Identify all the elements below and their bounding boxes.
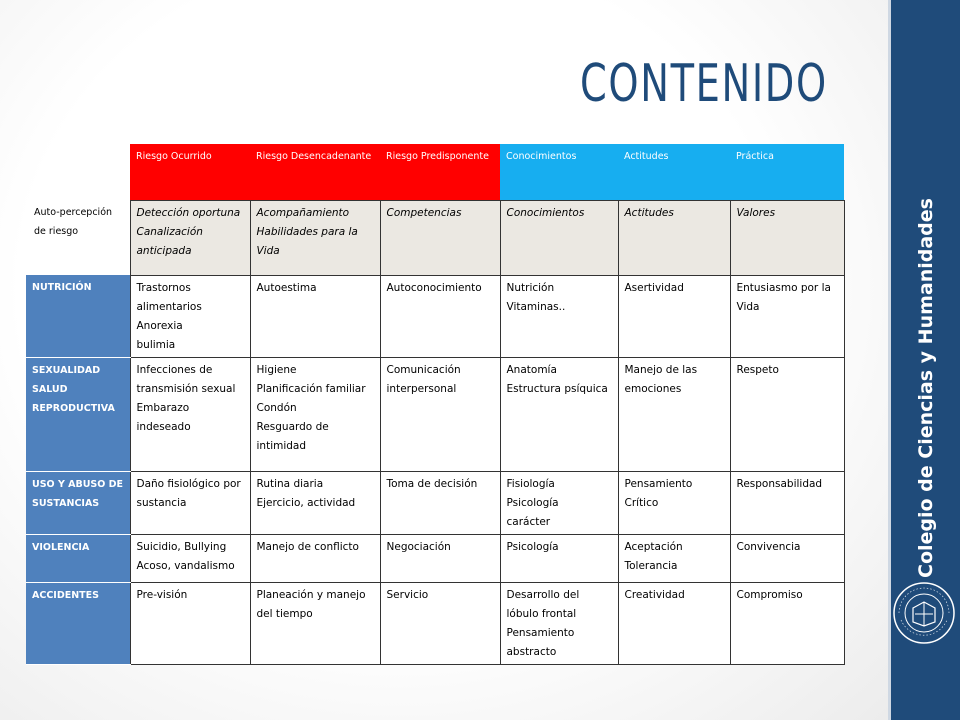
table-cell — [380, 357, 500, 471]
cell-line: Tolerancia — [624, 559, 678, 572]
cell-line: Negociación — [386, 540, 451, 553]
cell-line: Habilidades para la Vida — [256, 225, 358, 257]
subheader-cell — [730, 200, 844, 275]
cell-line: Acompañamiento — [256, 206, 350, 219]
row-label: VIOLENCIA — [26, 534, 130, 582]
cell-line: Acoso, vandalismo — [136, 559, 235, 572]
header-riesgo-ocurrido: Riesgo Ocurrido — [130, 144, 250, 200]
cell-line: Trastornos alimentarios — [136, 281, 202, 313]
table-row — [26, 471, 844, 534]
table-cell — [730, 534, 844, 582]
cell-line: Rutina diaria — [256, 477, 324, 490]
table-cell — [250, 275, 380, 357]
row-label: USO Y ABUSO DE SUSTANCIAS — [26, 471, 130, 534]
table-cell — [130, 582, 250, 664]
table-row — [26, 357, 844, 471]
subheader-cell — [380, 200, 500, 275]
cell-line: Planificación familiar — [256, 382, 366, 395]
cell-line: carácter — [506, 515, 551, 528]
cell-line: Higiene — [256, 363, 297, 376]
table-cell — [250, 582, 380, 664]
table-cell — [250, 357, 380, 471]
cell-line: Competencias — [386, 206, 462, 219]
cell-line: bulimia — [136, 338, 176, 351]
row-label: NUTRICIÓN — [26, 275, 130, 357]
table-cell — [500, 275, 618, 357]
header-corner — [26, 144, 130, 200]
table-subheader-row — [26, 200, 844, 275]
table-row — [26, 275, 844, 357]
cell-line: Comunicación interpersonal — [386, 363, 461, 395]
table-cell — [730, 275, 844, 357]
table-cell — [618, 582, 730, 664]
table-row — [26, 582, 844, 664]
header-riesgo-predisponente: Riesgo Predisponente — [380, 144, 500, 200]
row-label: SEXUALIDAD SALUD REPRODUCTIVA — [26, 357, 130, 471]
cell-line: Psicología — [506, 496, 559, 509]
cell-line: Suicidio, Bullying — [136, 540, 227, 553]
cell-line: Vitaminas.. — [506, 300, 566, 313]
table-cell — [618, 357, 730, 471]
cell-line: Nutrición — [506, 281, 555, 294]
cell-line: Creatividad — [624, 588, 685, 601]
cell-line: Psicología — [506, 540, 559, 553]
cell-line: Anatomía — [506, 363, 557, 376]
cell-line: Manejo de las emociones — [624, 363, 698, 395]
cell-line: Anorexia — [136, 319, 183, 332]
table-cell — [130, 534, 250, 582]
table-cell — [130, 357, 250, 471]
cell-line: Aceptación — [624, 540, 683, 553]
side-title: Colegio de Ciencias y Humanidades — [915, 198, 937, 578]
subheader-cell — [618, 200, 730, 275]
table-cell — [250, 534, 380, 582]
subheader-cell — [130, 200, 250, 275]
cell-line: Convivencia — [736, 540, 801, 553]
row-label: ACCIDENTES — [26, 582, 130, 664]
table-row — [26, 534, 844, 582]
table-cell — [730, 357, 844, 471]
cell-line: Desarrollo del lóbulo frontal — [506, 588, 580, 620]
cell-line: Ejercicio, actividad — [256, 496, 356, 509]
subheader-label: Auto-percepción de riesgo — [26, 200, 130, 275]
table-cell — [500, 534, 618, 582]
table-cell — [500, 357, 618, 471]
table-cell — [380, 471, 500, 534]
table-cell — [380, 275, 500, 357]
college-seal-icon — [889, 578, 959, 648]
cell-line: Entusiasmo por la Vida — [736, 281, 831, 313]
header-riesgo-desencadenante: Riesgo Desencadenante — [250, 144, 380, 200]
cell-line: Infecciones de transmisión sexual — [136, 363, 236, 395]
cell-line: Respeto — [736, 363, 779, 376]
cell-line: Autoconocimiento — [386, 281, 482, 294]
cell-line: Embarazo indeseado — [136, 401, 191, 433]
subheader-cell — [500, 200, 618, 275]
cell-line: Canalización anticipada — [136, 225, 203, 257]
cell-line: Actitudes — [624, 206, 674, 219]
cell-line: Autoestima — [256, 281, 317, 294]
header-actitudes: Actitudes — [618, 144, 730, 200]
table-cell — [730, 471, 844, 534]
table-cell — [618, 471, 730, 534]
table-cell — [500, 471, 618, 534]
cell-line: Fisiología — [506, 477, 555, 490]
cell-line: Asertividad — [624, 281, 684, 294]
cell-line: Valores — [736, 206, 776, 219]
cell-line: Resguardo de intimidad — [256, 420, 329, 452]
table-cell — [730, 582, 844, 664]
header-conocimientos: Conocimientos — [500, 144, 618, 200]
cell-line: Pensamiento Crítico — [624, 477, 693, 509]
cell-line: Pre-visión — [136, 588, 188, 601]
subheader-cell — [250, 200, 380, 275]
table-cell — [618, 534, 730, 582]
cell-line: Estructura psíquica — [506, 382, 608, 395]
page-title: CONTENIDO — [580, 54, 828, 114]
cell-line: Manejo de conflicto — [256, 540, 359, 553]
table-cell — [380, 534, 500, 582]
table-cell — [380, 582, 500, 664]
table-cell — [130, 275, 250, 357]
cell-line: Condón — [256, 401, 297, 414]
cell-line: Compromiso — [736, 588, 803, 601]
table-cell — [500, 582, 618, 664]
cell-line: Responsabilidad — [736, 477, 823, 490]
table-header-row — [26, 144, 844, 200]
table-cell — [618, 275, 730, 357]
cell-line: Detección oportuna — [136, 206, 241, 219]
table-cell — [130, 471, 250, 534]
header-practica: Práctica — [730, 144, 844, 200]
cell-line: Daño fisiológico por sustancia — [136, 477, 241, 509]
cell-line: Conocimientos — [506, 206, 585, 219]
content-table — [26, 144, 845, 665]
cell-line: Pensamiento abstracto — [506, 626, 575, 658]
table-cell — [250, 471, 380, 534]
cell-line: Toma de decisión — [386, 477, 478, 490]
cell-line: Planeación y manejo del tiempo — [256, 588, 366, 620]
cell-line: Servicio — [386, 588, 429, 601]
